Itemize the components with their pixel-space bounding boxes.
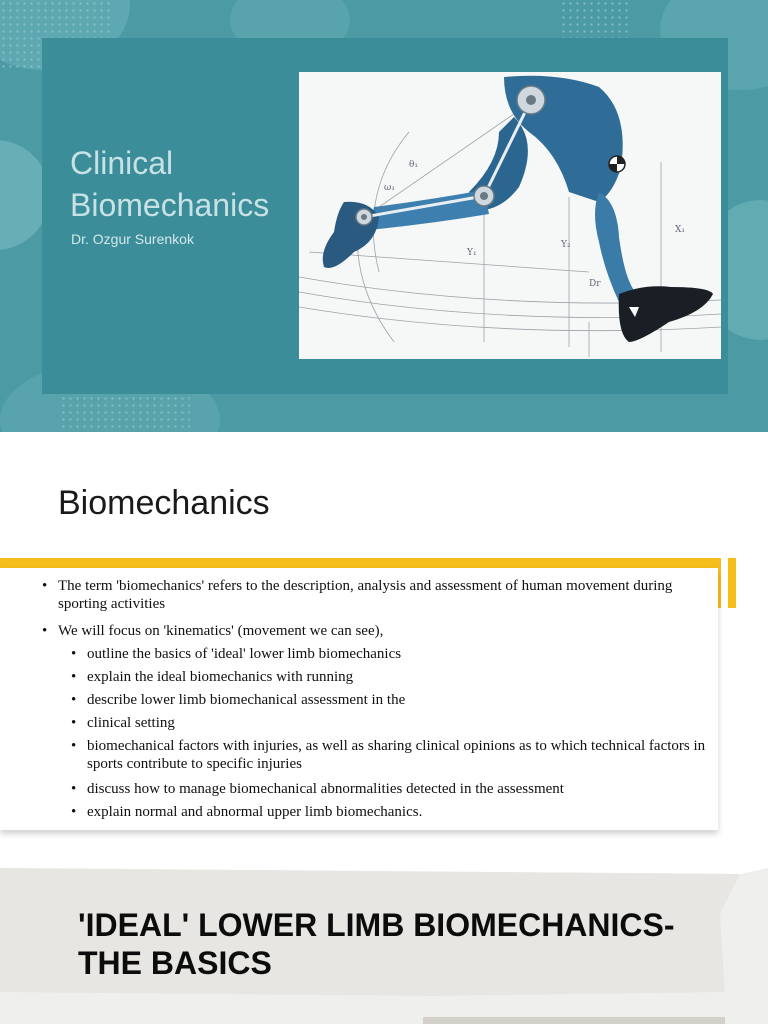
sub-bullet-text: clinical setting [87, 715, 175, 731]
sub-bullet-item [71, 714, 707, 732]
biomechanics-slide [0, 432, 768, 864]
accent-bar [728, 558, 736, 608]
bullet-text: We will focus on 'kinematics' (movement we can see), [58, 623, 384, 639]
sub-bullet-item [71, 668, 707, 686]
ideal-lower-limb-slide [0, 864, 768, 1024]
bullet-dot: • [71, 692, 77, 708]
bullet-dot: • [71, 738, 77, 754]
bullet-text: The term 'biomechanics' refers to the description, analysis and assessment of human movement during sporting activities [58, 578, 673, 612]
accent-bar [0, 558, 721, 568]
slide-title: 'IDEAL' LOWER LIMB BIOMECHANICS-THE BASICS [78, 907, 675, 981]
decor-bar [423, 1017, 725, 1024]
sub-bullet-text: describe lower limb biomechanical assessment in the [87, 692, 406, 708]
slide-title: Biomechanics [58, 484, 270, 522]
sub-bullet-item [71, 645, 707, 663]
sub-bullet-text: explain the ideal biomechanics with running [87, 669, 354, 685]
bullet-item [42, 577, 708, 613]
bullet-dot: • [71, 669, 77, 685]
sub-bullet-item [71, 803, 707, 821]
sub-bullet-text: explain normal and abnormal upper limb biomechanics. [87, 804, 423, 820]
svg-text:ω₁: ω₁ [384, 183, 395, 193]
bullet-dot: • [71, 715, 77, 731]
bullet-dot: • [42, 623, 48, 639]
sub-bullet-item [71, 737, 707, 773]
bullet-card [0, 568, 718, 830]
svg-text:Y₂: Y₂ [561, 240, 571, 250]
svg-text:θ₁: θ₁ [409, 160, 419, 170]
svg-text:X₁: X₁ [675, 225, 686, 235]
bullet-dot: • [71, 781, 77, 797]
runner-leg-image [299, 72, 721, 359]
sub-bullet-text: discuss how to manage biomechanical abnormalities detected in the assessment [87, 781, 564, 797]
sub-bullet-item [71, 691, 707, 709]
bullet-dot: • [42, 578, 48, 594]
svg-text:Y₁: Y₁ [467, 248, 477, 258]
bullet-dot: • [71, 804, 77, 820]
sub-bullet-item [71, 780, 707, 798]
bullet-dot: • [71, 646, 77, 662]
bullet-item [42, 622, 708, 640]
author-name: Dr. Ozgur Surenkok [71, 231, 194, 247]
title-slide [0, 0, 768, 432]
slide-title: Clinical Biomechanics [70, 145, 270, 223]
runner-leg-illustration [299, 72, 721, 359]
svg-text:Dr: Dr [589, 279, 601, 289]
sub-bullet-text: outline the basics of 'ideal' lower limb biomechanics [87, 646, 402, 662]
sub-bullet-text: biomechanical factors with injuries, as well as sharing clinical opinions as to which technical factors in sports contribute to specific injuries [87, 738, 706, 772]
